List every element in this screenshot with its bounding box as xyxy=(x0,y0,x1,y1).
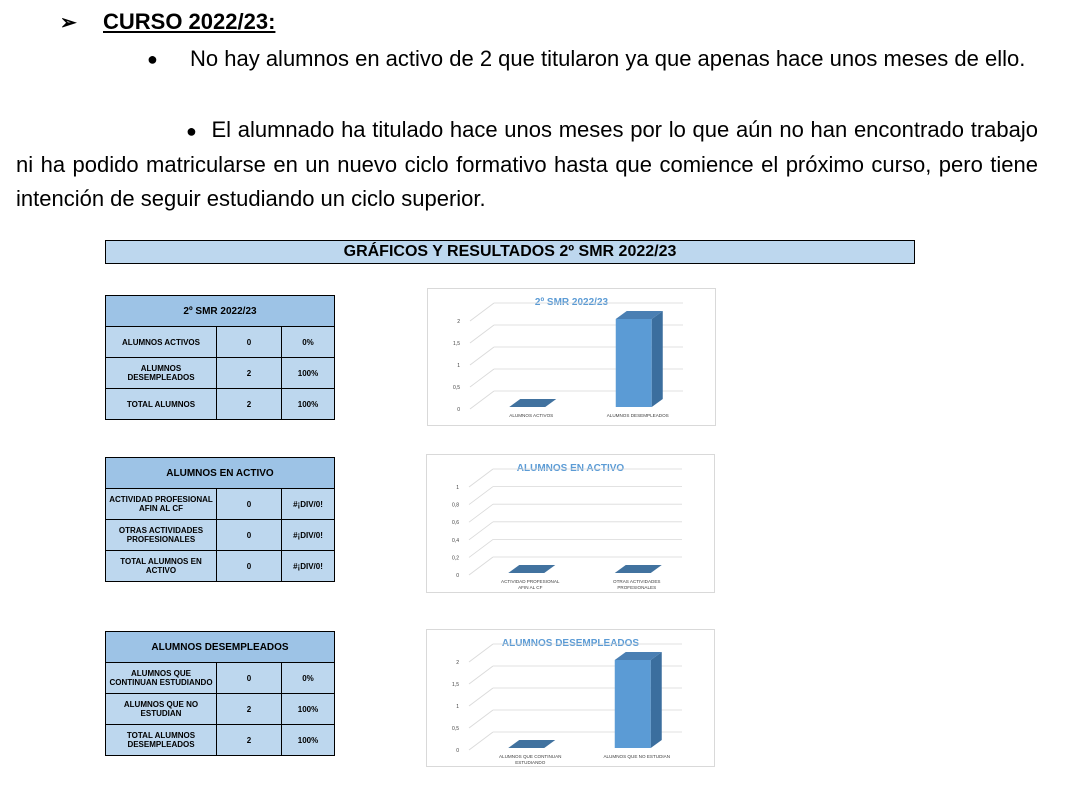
table-cell-percent: 0% xyxy=(282,663,335,694)
table-header: 2º SMR 2022/23 xyxy=(106,296,335,327)
chart-tick-label: 0,6 xyxy=(452,520,459,527)
arrow-bullet-icon: ➢ xyxy=(60,12,77,34)
chart-gridline xyxy=(470,303,494,321)
table-cell-value: 0 xyxy=(217,663,282,694)
chart-tick-label: 0 xyxy=(457,407,460,413)
table-cell-value: 0 xyxy=(217,489,282,520)
chart-gridline xyxy=(469,557,493,575)
chart-tick-label: 1,5 xyxy=(452,682,459,688)
chart-bar xyxy=(615,652,662,748)
paragraph-2 xyxy=(16,113,1038,216)
table-cell-percent: 100% xyxy=(282,725,335,756)
chart-tick-label: 1 xyxy=(456,485,459,491)
chart-title: ALUMNOS DESEMPLEADOS xyxy=(501,638,640,649)
paragraph-1: No hay alumnos en activo de 2 que titularon ya que apenas hace unos meses de ello. xyxy=(190,46,1026,71)
chart-tick-label: 0 xyxy=(456,573,459,579)
table-cell-label: OTRAS ACTIVIDADES PROFESIONALES xyxy=(106,520,217,551)
table-cell-percent: 100% xyxy=(282,358,335,389)
chart-tick-label: 1 xyxy=(456,704,459,710)
chart-category-label: ALUMNOS DESEMPLEADOS xyxy=(606,413,669,418)
table-cell-value: 0 xyxy=(217,551,282,582)
chart-category-label: PROFESIONALES xyxy=(617,585,657,590)
chart-bar xyxy=(509,399,556,407)
chart-category-label: OTRAS ACTIVIDADES xyxy=(613,579,661,584)
chart-bar xyxy=(508,565,555,573)
chart-gridline xyxy=(470,347,494,365)
chart-svg xyxy=(427,630,714,766)
chart-gridline xyxy=(469,487,493,505)
section-title: CURSO 2022/23: xyxy=(103,9,276,34)
bullet-icon: ● xyxy=(186,121,198,141)
chart-bar xyxy=(508,740,555,748)
chart-tick-label: 2 xyxy=(456,660,459,666)
chart-gridline xyxy=(470,391,494,409)
chart-gridline xyxy=(469,644,493,662)
chart-gridline xyxy=(469,688,493,706)
table-cell-value: 2 xyxy=(217,725,282,756)
chart-smr xyxy=(427,288,716,426)
chart-gridline xyxy=(469,504,493,522)
table-cell-value: 0 xyxy=(217,520,282,551)
chart-tick-label: 0,5 xyxy=(452,726,459,732)
table-cell-percent: #¡DIV/0! xyxy=(282,551,335,582)
table-cell-percent: #¡DIV/0! xyxy=(282,520,335,551)
table-cell-label: ACTIVIDAD PROFESIONAL AFIN AL CF xyxy=(106,489,217,520)
bullet-icon: ● xyxy=(147,49,158,69)
table-cell-label: ALUMNOS QUE NO ESTUDIAN xyxy=(106,694,217,725)
chart-svg xyxy=(427,455,714,592)
chart-tick-label: 0,2 xyxy=(452,555,459,562)
chart-svg xyxy=(428,289,715,425)
chart-tick-label: 1,5 xyxy=(453,341,460,347)
chart-category-label: ALUMNOS QUE CONTINUAN xyxy=(498,754,562,759)
table-cell-percent: #¡DIV/0! xyxy=(282,489,335,520)
table-alumnos-activo xyxy=(105,457,335,582)
table-cell-percent: 100% xyxy=(282,694,335,725)
table-cell-label: TOTAL ALUMNOS xyxy=(106,389,217,420)
table-cell-value: 2 xyxy=(217,358,282,389)
chart-bar xyxy=(615,565,662,573)
chart-category-label: ALUMNOS QUE NO ESTUDIAN xyxy=(603,754,671,759)
chart-title: ALUMNOS EN ACTIVO xyxy=(516,463,625,474)
table-cell-label: ALUMNOS ACTIVOS xyxy=(106,327,217,358)
table-cell-value: 0 xyxy=(217,327,282,358)
chart-tick-label: 0,8 xyxy=(452,502,459,509)
chart-alumnos-desempleados xyxy=(426,629,715,767)
chart-gridline xyxy=(470,369,494,387)
table-cell-percent: 0% xyxy=(282,327,335,358)
chart-category-label: ESTUDIANDO xyxy=(515,760,546,765)
results-banner: GRÁFICOS Y RESULTADOS 2º SMR 2022/23 xyxy=(105,240,915,264)
chart-gridline xyxy=(470,325,494,343)
table-cell-value: 2 xyxy=(217,694,282,725)
chart-gridline xyxy=(469,710,493,728)
chart-category-label: ACTIVIDAD PROFESIONAL xyxy=(501,579,560,584)
table-cell-label: TOTAL ALUMNOS EN ACTIVO xyxy=(106,551,217,582)
chart-category-label: AFIN AL CF xyxy=(518,585,543,590)
table-cell-label: ALUMNOS QUE CONTINUAN ESTUDIANDO xyxy=(106,663,217,694)
table-cell-value: 2 xyxy=(217,389,282,420)
chart-tick-label: 1 xyxy=(457,363,460,369)
table-cell-label: ALUMNOS DESEMPLEADOS xyxy=(106,358,217,389)
chart-alumnos-activo xyxy=(426,454,715,593)
chart-tick-label: 0,5 xyxy=(453,385,460,391)
chart-gridline xyxy=(469,732,493,750)
chart-tick-label: 0,4 xyxy=(452,537,459,544)
chart-gridline xyxy=(469,522,493,540)
table-header: ALUMNOS DESEMPLEADOS xyxy=(106,632,335,663)
table-cell-label: TOTAL ALUMNOS DESEMPLEADOS xyxy=(106,725,217,756)
table-cell-percent: 100% xyxy=(282,389,335,420)
chart-tick-label: 2 xyxy=(457,319,460,325)
chart-gridline xyxy=(469,539,493,557)
chart-gridline xyxy=(469,666,493,684)
chart-title: 2º SMR 2022/23 xyxy=(534,297,609,308)
chart-bar xyxy=(616,311,663,407)
table-smr xyxy=(105,295,335,420)
table-alumnos-desempleados xyxy=(105,631,335,756)
chart-tick-label: 0 xyxy=(456,748,459,754)
paragraph-2-text: El alumnado ha titulado hace unos meses por lo que aún no han encontrado trabajo ni ha podido matricularse en un nuevo ciclo formativo hasta que comience el próximo curso, pero tiene intención de seguir estudiando un ciclo superior. xyxy=(16,117,1038,211)
chart-category-label: ALUMNOS ACTIVOS xyxy=(509,413,554,418)
table-header: ALUMNOS EN ACTIVO xyxy=(106,458,335,489)
chart-gridline xyxy=(469,469,493,487)
